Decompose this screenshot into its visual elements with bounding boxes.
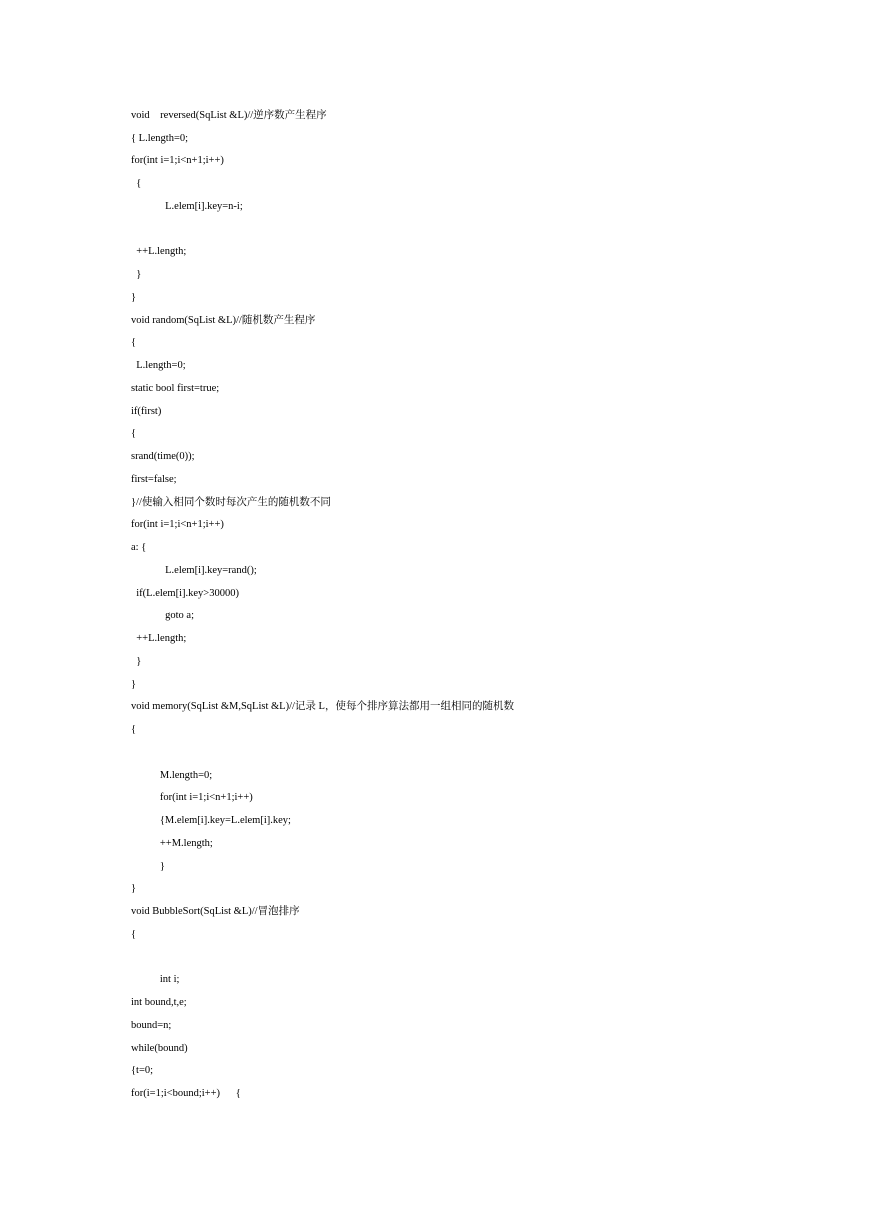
code-line: if(L.elem[i].key>30000) — [131, 588, 239, 599]
code-line: goto a; — [131, 610, 194, 621]
code-line: { — [131, 337, 137, 348]
code-line: first=false; — [131, 474, 177, 485]
code-line: M.length=0; — [131, 770, 213, 781]
code-line: while(bound) — [131, 1043, 188, 1054]
code-line: static bool first=true; — [131, 383, 220, 394]
code-line: } — [131, 269, 142, 280]
code-line: } — [131, 292, 137, 303]
code-line: void memory(SqList &M,SqList &L)//记录 L，使每个排序算法都用一组相同的随机数 — [131, 701, 514, 712]
code-line: } — [131, 883, 137, 894]
code-line: srand(time(0)); — [131, 451, 195, 462]
code-line: { — [131, 929, 137, 940]
code-line: if(first) — [131, 406, 162, 417]
code-line: for(int i=1;i<n+1;i++) — [131, 792, 253, 803]
code-line: int i; — [131, 974, 180, 985]
code-line: {t=0; — [131, 1065, 154, 1076]
code-line: }//使输入相同个数时每次产生的随机数不同 — [131, 497, 331, 508]
code-line: {M.elem[i].key=L.elem[i].key; — [131, 815, 291, 826]
code-line: L.length=0; — [131, 360, 186, 371]
code-line: a: { — [131, 542, 147, 553]
code-line: { — [131, 428, 137, 439]
code-line: int bound,t,e; — [131, 997, 187, 1008]
code-line: void reversed(SqList &L)//逆序数产生程序 — [131, 110, 327, 121]
code-line: ++L.length; — [131, 246, 187, 257]
code-line: for(int i=1;i<n+1;i++) — [131, 155, 224, 166]
code-line: { L.length=0; — [131, 133, 189, 144]
code-line: void random(SqList &L)//随机数产生程序 — [131, 315, 316, 326]
code-line: { — [131, 178, 142, 189]
code-line: bound=n; — [131, 1020, 172, 1031]
code-line: } — [131, 656, 142, 667]
code-line: ++M.length; — [131, 838, 213, 849]
code-line: { — [131, 724, 137, 735]
code-line: L.elem[i].key=rand(); — [131, 565, 257, 576]
code-line: ++L.length; — [131, 633, 187, 644]
code-line: L.elem[i].key=n-i; — [131, 201, 243, 212]
code-line: for(i=1;i<bound;i++) { — [131, 1088, 241, 1099]
code-line: void BubbleSort(SqList &L)//冒泡排序 — [131, 906, 300, 917]
code-line: } — [131, 679, 137, 690]
code-line: for(int i=1;i<n+1;i++) — [131, 519, 224, 530]
code-line: } — [131, 861, 165, 872]
